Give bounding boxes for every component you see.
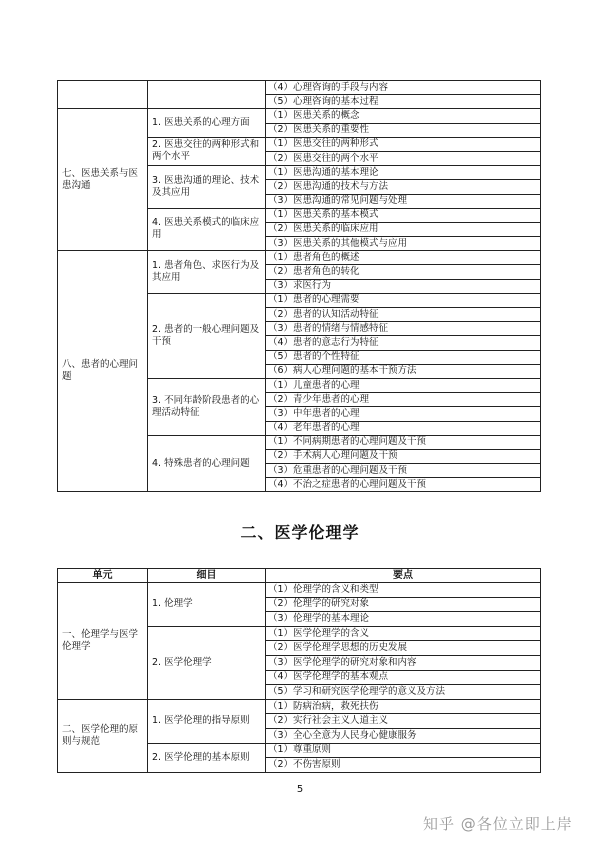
- point-cell: （1）医患沟通的基本理论: [266, 166, 541, 180]
- point-cell: （1）患者的心理需要: [266, 293, 541, 307]
- subunit-cell: 2. 患者的一般心理问题及干预: [148, 293, 266, 378]
- subunit-cell: 1. 医学伦理的指导原则: [148, 699, 266, 743]
- subunit-cell: 2. 医学伦理学: [148, 626, 266, 699]
- medical-ethics-table: [57, 568, 541, 773]
- point-cell: （2）医学伦理学思想的历史发展: [266, 641, 541, 656]
- unit-cell: 一、伦理学与医学伦理学: [58, 583, 148, 700]
- point-cell: （3）求医行为: [266, 279, 541, 293]
- point-cell: （3）中年患者的心理: [266, 407, 541, 421]
- subunit-cell: 1. 患者角色、求医行为及其应用: [148, 251, 266, 294]
- watermark: 知乎 @各位立即上岸: [423, 815, 573, 833]
- point-cell: （1）医患交往的两种形式: [266, 137, 541, 151]
- subunit-cell: 4. 医患关系模式的临床应用: [148, 208, 266, 251]
- point-cell: （3）医患关系的其他模式与应用: [266, 237, 541, 251]
- point-cell: （4）老年患者的心理: [266, 421, 541, 435]
- point-cell: （1）尊重原则: [266, 743, 541, 758]
- header-points: 要点: [266, 569, 541, 583]
- point-cell: （1）防病治病，救死扶伤: [266, 699, 541, 714]
- table-row: [58, 583, 541, 598]
- point-cell: （2）患者的认知活动特征: [266, 308, 541, 322]
- subunit-cell: 3. 不同年龄阶段患者的心理活动特征: [148, 378, 266, 435]
- point-cell: （1）医患关系的基本模式: [266, 208, 541, 222]
- point-cell: （3）伦理学的基本理论: [266, 612, 541, 627]
- point-cell: （3）全心全意为人民身心健康服务: [266, 728, 541, 743]
- point-cell: （6）病人心理问题的基本干预方法: [266, 364, 541, 378]
- header-subunit: 细目: [148, 569, 266, 583]
- point-cell: （3）医患沟通的常见问题与处理: [266, 194, 541, 208]
- unit-cell: [58, 81, 148, 109]
- point-cell: （4）医学伦理学的基本观点: [266, 670, 541, 685]
- point-cell: （2）青少年患者的心理: [266, 393, 541, 407]
- point-cell: （2）医患交往的两个水平: [266, 151, 541, 165]
- subunit-cell: [148, 81, 266, 109]
- point-cell: （1）不同病期患者的心理问题及干预: [266, 435, 541, 449]
- point-cell: （3）危重患者的心理问题及干预: [266, 464, 541, 478]
- unit-cell: 七、医患关系与医患沟通: [58, 109, 148, 251]
- subunit-cell: 1. 医患关系的心理方面: [148, 109, 266, 137]
- table-row: [58, 109, 541, 123]
- subunit-cell: 2. 医患交往的两种形式和两个水平: [148, 137, 266, 165]
- subunit-cell: 1. 伦理学: [148, 583, 266, 627]
- point-cell: （1）医学伦理学的含义: [266, 626, 541, 641]
- point-cell: （2）不伤害原则: [266, 758, 541, 773]
- point-cell: （1）患者角色的概述: [266, 251, 541, 265]
- unit-cell: 二、医学伦理的原则与规范: [58, 699, 148, 772]
- point-cell: （3）医学伦理学的研究对象和内容: [266, 655, 541, 670]
- point-cell: （1）医患关系的概念: [266, 109, 541, 123]
- point-cell: （2）医患沟通的技术与方法: [266, 180, 541, 194]
- subunit-cell: 4. 特殊患者的心理问题: [148, 435, 266, 492]
- table-row: [58, 699, 541, 714]
- point-cell: （2）伦理学的研究对象: [266, 597, 541, 612]
- syllabus-table-continued: [57, 80, 541, 492]
- header-unit: 单元: [58, 569, 148, 583]
- unit-cell: 八、患者的心理问题: [58, 251, 148, 492]
- point-cell: （5）心理咨询的基本过程: [266, 95, 541, 109]
- point-cell: （2）医患关系的临床应用: [266, 222, 541, 236]
- point-cell: （5）患者的个性特征: [266, 350, 541, 364]
- table-row: [58, 251, 541, 265]
- point-cell: （4）心理咨询的手段与内容: [266, 81, 541, 95]
- point-cell: （4）不治之症患者的心理问题及干预: [266, 478, 541, 492]
- section-title: 二、医学伦理学: [240, 523, 360, 542]
- point-cell: （1）伦理学的含义和类型: [266, 583, 541, 598]
- point-cell: （2）实行社会主义人道主义: [266, 714, 541, 729]
- point-cell: （1）儿童患者的心理: [266, 378, 541, 392]
- point-cell: （3）患者的情绪与情感特征: [266, 322, 541, 336]
- point-cell: （2）医患关系的重要性: [266, 123, 541, 137]
- point-cell: （4）患者的意志行为特征: [266, 336, 541, 350]
- point-cell: （2）手术病人心理问题及干预: [266, 449, 541, 463]
- point-cell: （2）患者角色的转化: [266, 265, 541, 279]
- table-row: [58, 81, 541, 95]
- subunit-cell: 3. 医患沟通的理论、技术及其应用: [148, 166, 266, 209]
- point-cell: （5）学习和研究医学伦理学的意义及方法: [266, 685, 541, 700]
- subunit-cell: 2. 医学伦理的基本原则: [148, 743, 266, 772]
- page-number: 5: [296, 784, 304, 795]
